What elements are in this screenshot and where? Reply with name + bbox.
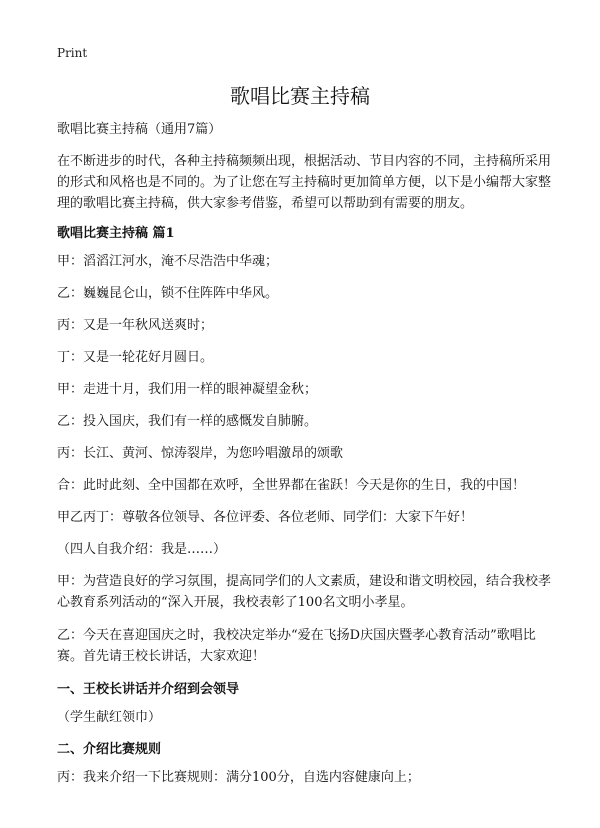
intro-paragraph: 在不断进步的时代，各种主持稿频频出现，根据活动、节目内容的不同，主持稿所采用的形式和风格也是不同的。为了让您在写主持稿时更加简单方便，以下是小编帮大家整理的歌唱比赛主持稿，供大家参考借鉴，希望可以帮助到有需要的朋友。 [57,154,552,211]
section-heading-1: 歌唱比赛主持稿 篇1 [57,226,175,241]
script-paragraph-jia: 甲：为营造良好的学习氛围，提高同学们的人文素质，建设和谐文明校园，结合我校孝心教育系列活动的“深入开展，我校表彰了100名文明小孝星。 [57,574,552,610]
script-line-last: 丙：我来介绍一下比赛规则：满分100分，自选内容健康向上； [57,770,420,785]
stage-note: （学生献红领巾） [57,710,162,725]
script-line: 乙：投入国庆，我们有一样的感慨发自肺腑。 [57,414,318,429]
page-title: 歌唱比赛主持稿 [230,84,370,108]
section-heading-two: 二、介绍比赛规则 [57,742,162,757]
script-paragraph-yi: 乙：今天在喜迎国庆之时，我校决定举办“爱在飞扬D庆国庆暨孝心教育活动”歌唱比赛。首先请王校长讲话，大家欢迎！ [57,628,536,664]
script-line: （四人自我介绍：我是……） [57,542,227,557]
script-line: 乙：巍巍昆仑山，锁不住阵阵中华风。 [57,286,279,301]
script-line: 合：此时此刻、全中国都在欢呼，全世界都在雀跃！今天是你的生日，我的中国！ [57,478,526,493]
section-heading-one: 一、王校长讲话并介绍到会领导 [57,682,240,697]
document-body [57,119,556,799]
script-line: 丙：又是一年秋风送爽时； [57,318,214,333]
print-link[interactable]: Print [57,46,88,60]
script-line: 丁：又是一轮花好月圆日。 [57,350,214,365]
script-line: 甲：滔滔江河水，淹不尽浩浩中华魂； [57,254,279,269]
script-line: 甲：走进十月，我们用一样的眼神凝望金秋； [57,382,318,397]
document-subtitle: 歌唱比赛主持稿（通用7篇） [57,122,222,137]
script-line: 丙：长江、黄河、惊涛裂岸，为您吟唱激昂的颂歌 [57,446,344,461]
script-line: 甲乙丙丁：尊敬各位领导、各位评委、各位老师、同学们：大家下午好！ [57,510,474,525]
